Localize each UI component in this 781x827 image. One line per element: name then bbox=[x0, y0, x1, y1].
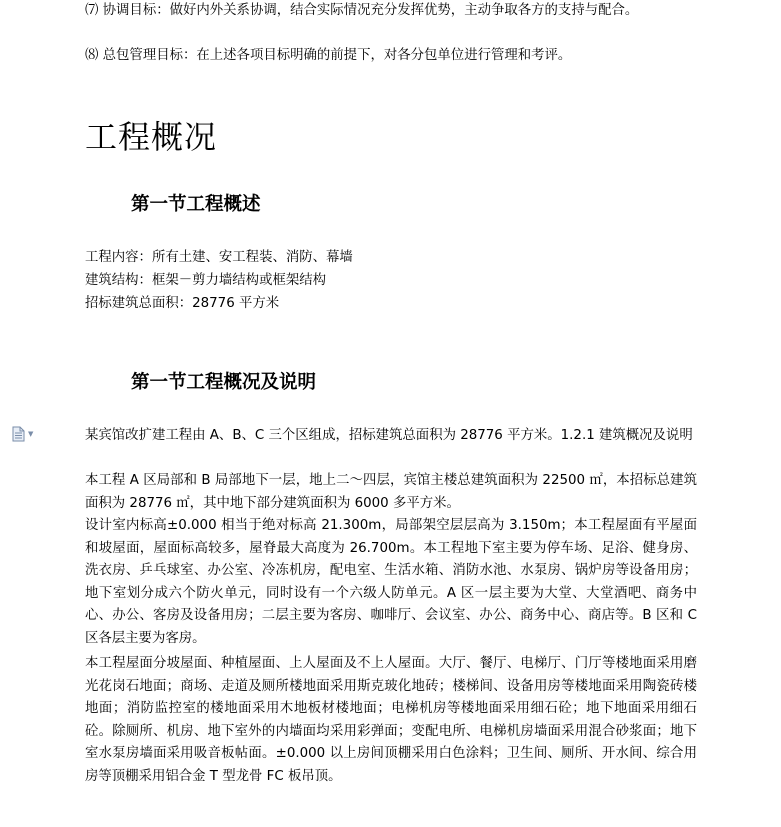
section-1-line-content: 工程内容：所有土建、安工程装、消防、幕墙 bbox=[85, 250, 353, 265]
section-2-paragraph-3: 设计室内标高±0.000 相当于绝对标高 21.300m，局部架空层层高为 3.150m；本工程屋面有平屋面和坡屋面，屋面标高较多，屋脊最大高度为 26.700m。本工程地下室主要为停车场、足浴、健身房、洗衣房、乒乓球室、办公室、冷冻机房，配电室、生活水箱、消防水池、水泵房、锅炉房等设备用房；地下室划分成六个防火单元，同时设有一个六级人防单元。A 区一层主要为大堂、大堂酒吧、商务中心、办公、客房及设备用房；二层主要为客房、咖啡厅、会议室、办公、商务中心、商店等。B 区和 C 区各层主要为客房。 bbox=[85, 518, 697, 646]
section-2-paragraph-4: 本工程屋面分坡屋面、种植屋面、上人屋面及不上人屋面。大厅、餐厅、电梯厅、门厅等楼地面采用磨光花岗石地面；商场、走道及厕所楼地面采用斯克玻化地砖；楼梯间、设备用房等楼地面采用陶瓷砖楼地面；消防监控室的楼地面采用木地板材楼地面；电梯机房等楼地面采用细石砼；地下地面采用细石砼。除厕所、机房、地下室外的内墙面均采用彩弹面；变配电所、电梯机房墙面采用混合砂浆面；地下室水泵房墙面采用吸音板帖面。±0.000 以上房间顶棚采用白色涂料；卫生间、厕所、开水间、综合用房等顶棚采用铝合金 T 型龙骨 FC 板吊顶。 bbox=[85, 656, 697, 784]
paragraph-options-control[interactable] bbox=[12, 426, 33, 442]
section-2-title: 第一节工程概况及说明 bbox=[131, 372, 317, 393]
section-1-line-area: 招标建筑总面积：28776 平方米 bbox=[85, 296, 280, 311]
goal-item-7: ⑺ 协调目标：做好内外关系协调，结合实际情况充分发挥优势，主动争取各方的支持与配合。 bbox=[85, 3, 639, 18]
section-2-paragraph-1: 某宾馆改扩建工程由 A、B、C 三个区组成，招标建筑总面积为 28776 平方米。1.2.1 建筑概况及说明 bbox=[85, 428, 693, 443]
section-2-paragraph-2: 本工程 A 区局部和 B 局部地下一层，地上二～四层，宾馆主楼总建筑面积为 22500 ㎡，本招标总建筑面积为 28776 ㎡，其中地下部分建筑面积为 6000 多平方米。 bbox=[85, 473, 697, 511]
section-1-line-structure: 建筑结构：框架－剪力墙结构或框架结构 bbox=[85, 273, 327, 288]
goal-item-8: ⑻ 总包管理目标：在上述各项目标明确的前提下，对各分包单位进行管理和考评。 bbox=[85, 48, 572, 63]
dropdown-arrow-icon: ▼ bbox=[28, 430, 34, 438]
document-icon bbox=[12, 426, 25, 442]
chapter-heading: 工程概况 bbox=[85, 118, 218, 156]
section-1-title: 第一节工程概述 bbox=[131, 194, 261, 215]
